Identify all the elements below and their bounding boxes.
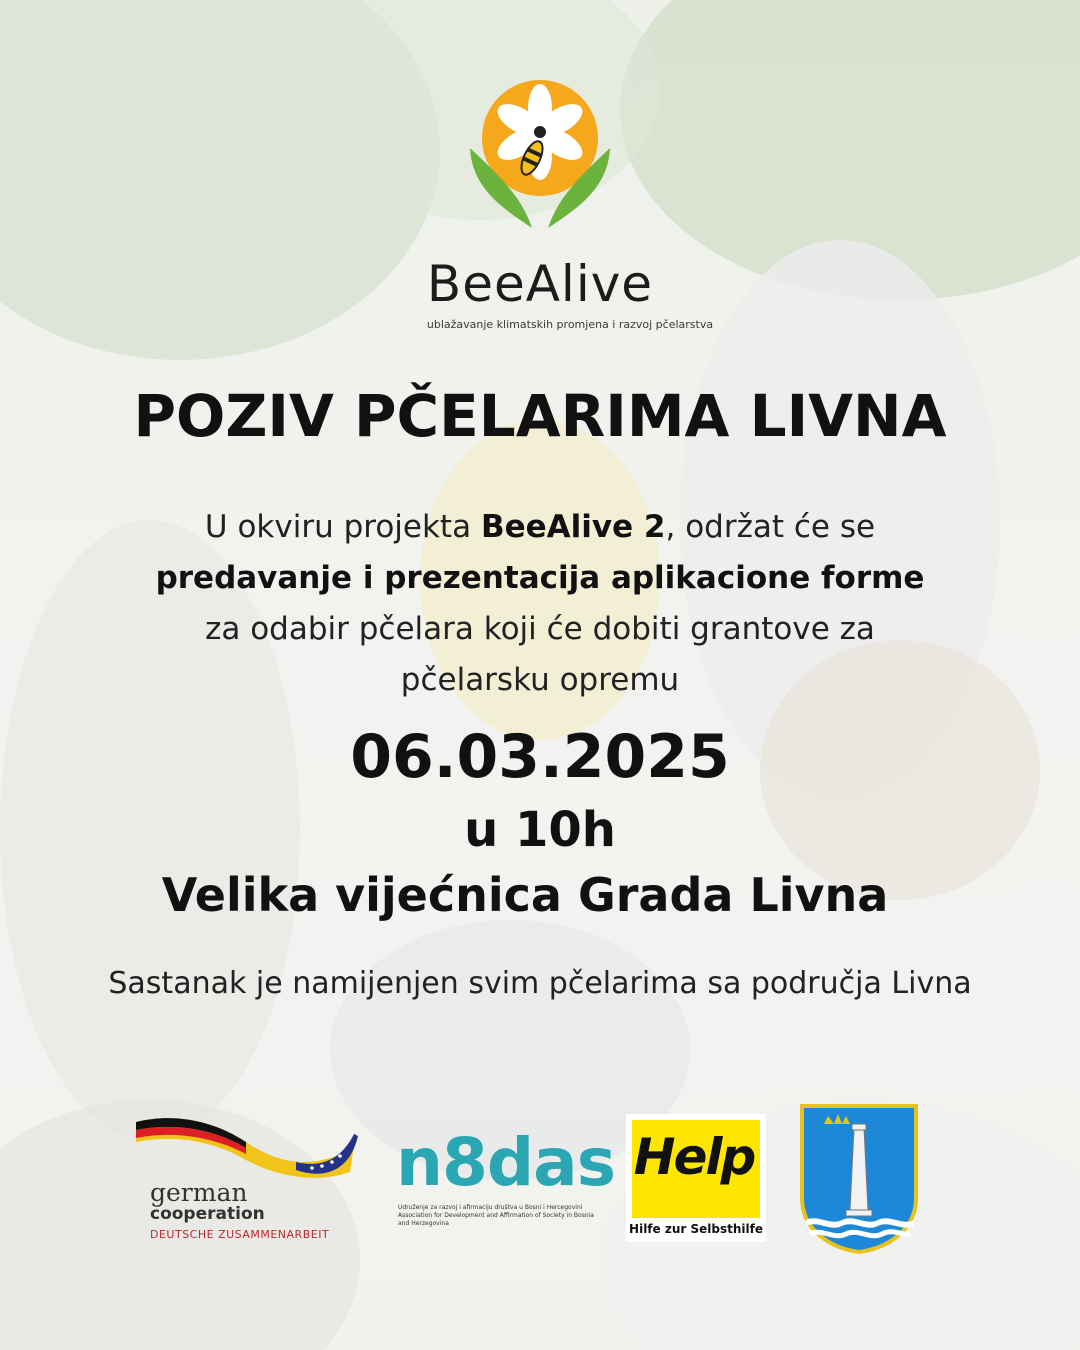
project-name: BeeAlive 2 — [480, 509, 666, 545]
nodas-logo-icon: n8das — [396, 1124, 615, 1201]
help-logo-subtitle: Hilfe zur Selbsthilfe — [629, 1222, 763, 1236]
german-cooperation-line3: DEUTSCHE ZUSAMMENARBEIT — [150, 1228, 330, 1241]
help-logo-word: Help — [633, 1128, 755, 1186]
intro-text: U okviru projekta — [204, 509, 481, 545]
event-date: 06.03.2025 — [350, 722, 730, 792]
intro-continuation: , održat će se — [665, 509, 876, 545]
page-title: POZIV PČELARIMA LIVNA — [133, 382, 947, 450]
german-cooperation-line1: german — [150, 1178, 248, 1207]
bee-flower-logo-icon — [462, 78, 618, 234]
event-venue: Velika vijećnica Grada Livna — [161, 868, 889, 922]
nodas-subtitle-local: Udruženje za razvoj i afirmaciju društva u Bosni i Hercegovini — [398, 1204, 583, 1211]
nodas-subtitle-english: Association for Development and Affirmation of Society in Bosnia and Herzegovina — [398, 1212, 594, 1227]
audience-note: Sastanak je namijenjen svim pčelarima sa područja Livna — [108, 966, 972, 1001]
event-time: u 10h — [464, 802, 616, 858]
brand-tagline: ublažavanje klimatskih promjena i razvoj pčelarstva — [426, 318, 714, 331]
description-line-4: pčelarsku opremu — [400, 662, 680, 698]
german-flag-ribbon-icon — [136, 1112, 366, 1182]
nodas-subtitle — [398, 1204, 598, 1228]
description-line-3: za odabir pčelara koji će dobiti grantove za — [205, 611, 875, 647]
event-name: predavanje i prezentacija aplikacione forme — [155, 560, 925, 596]
livno-coat-of-arms-icon — [798, 1102, 920, 1254]
brand-name: BeeAlive — [426, 255, 654, 313]
event-description — [90, 502, 990, 706]
help-logo-icon — [626, 1114, 766, 1242]
german-cooperation-line2: cooperation — [150, 1204, 265, 1224]
